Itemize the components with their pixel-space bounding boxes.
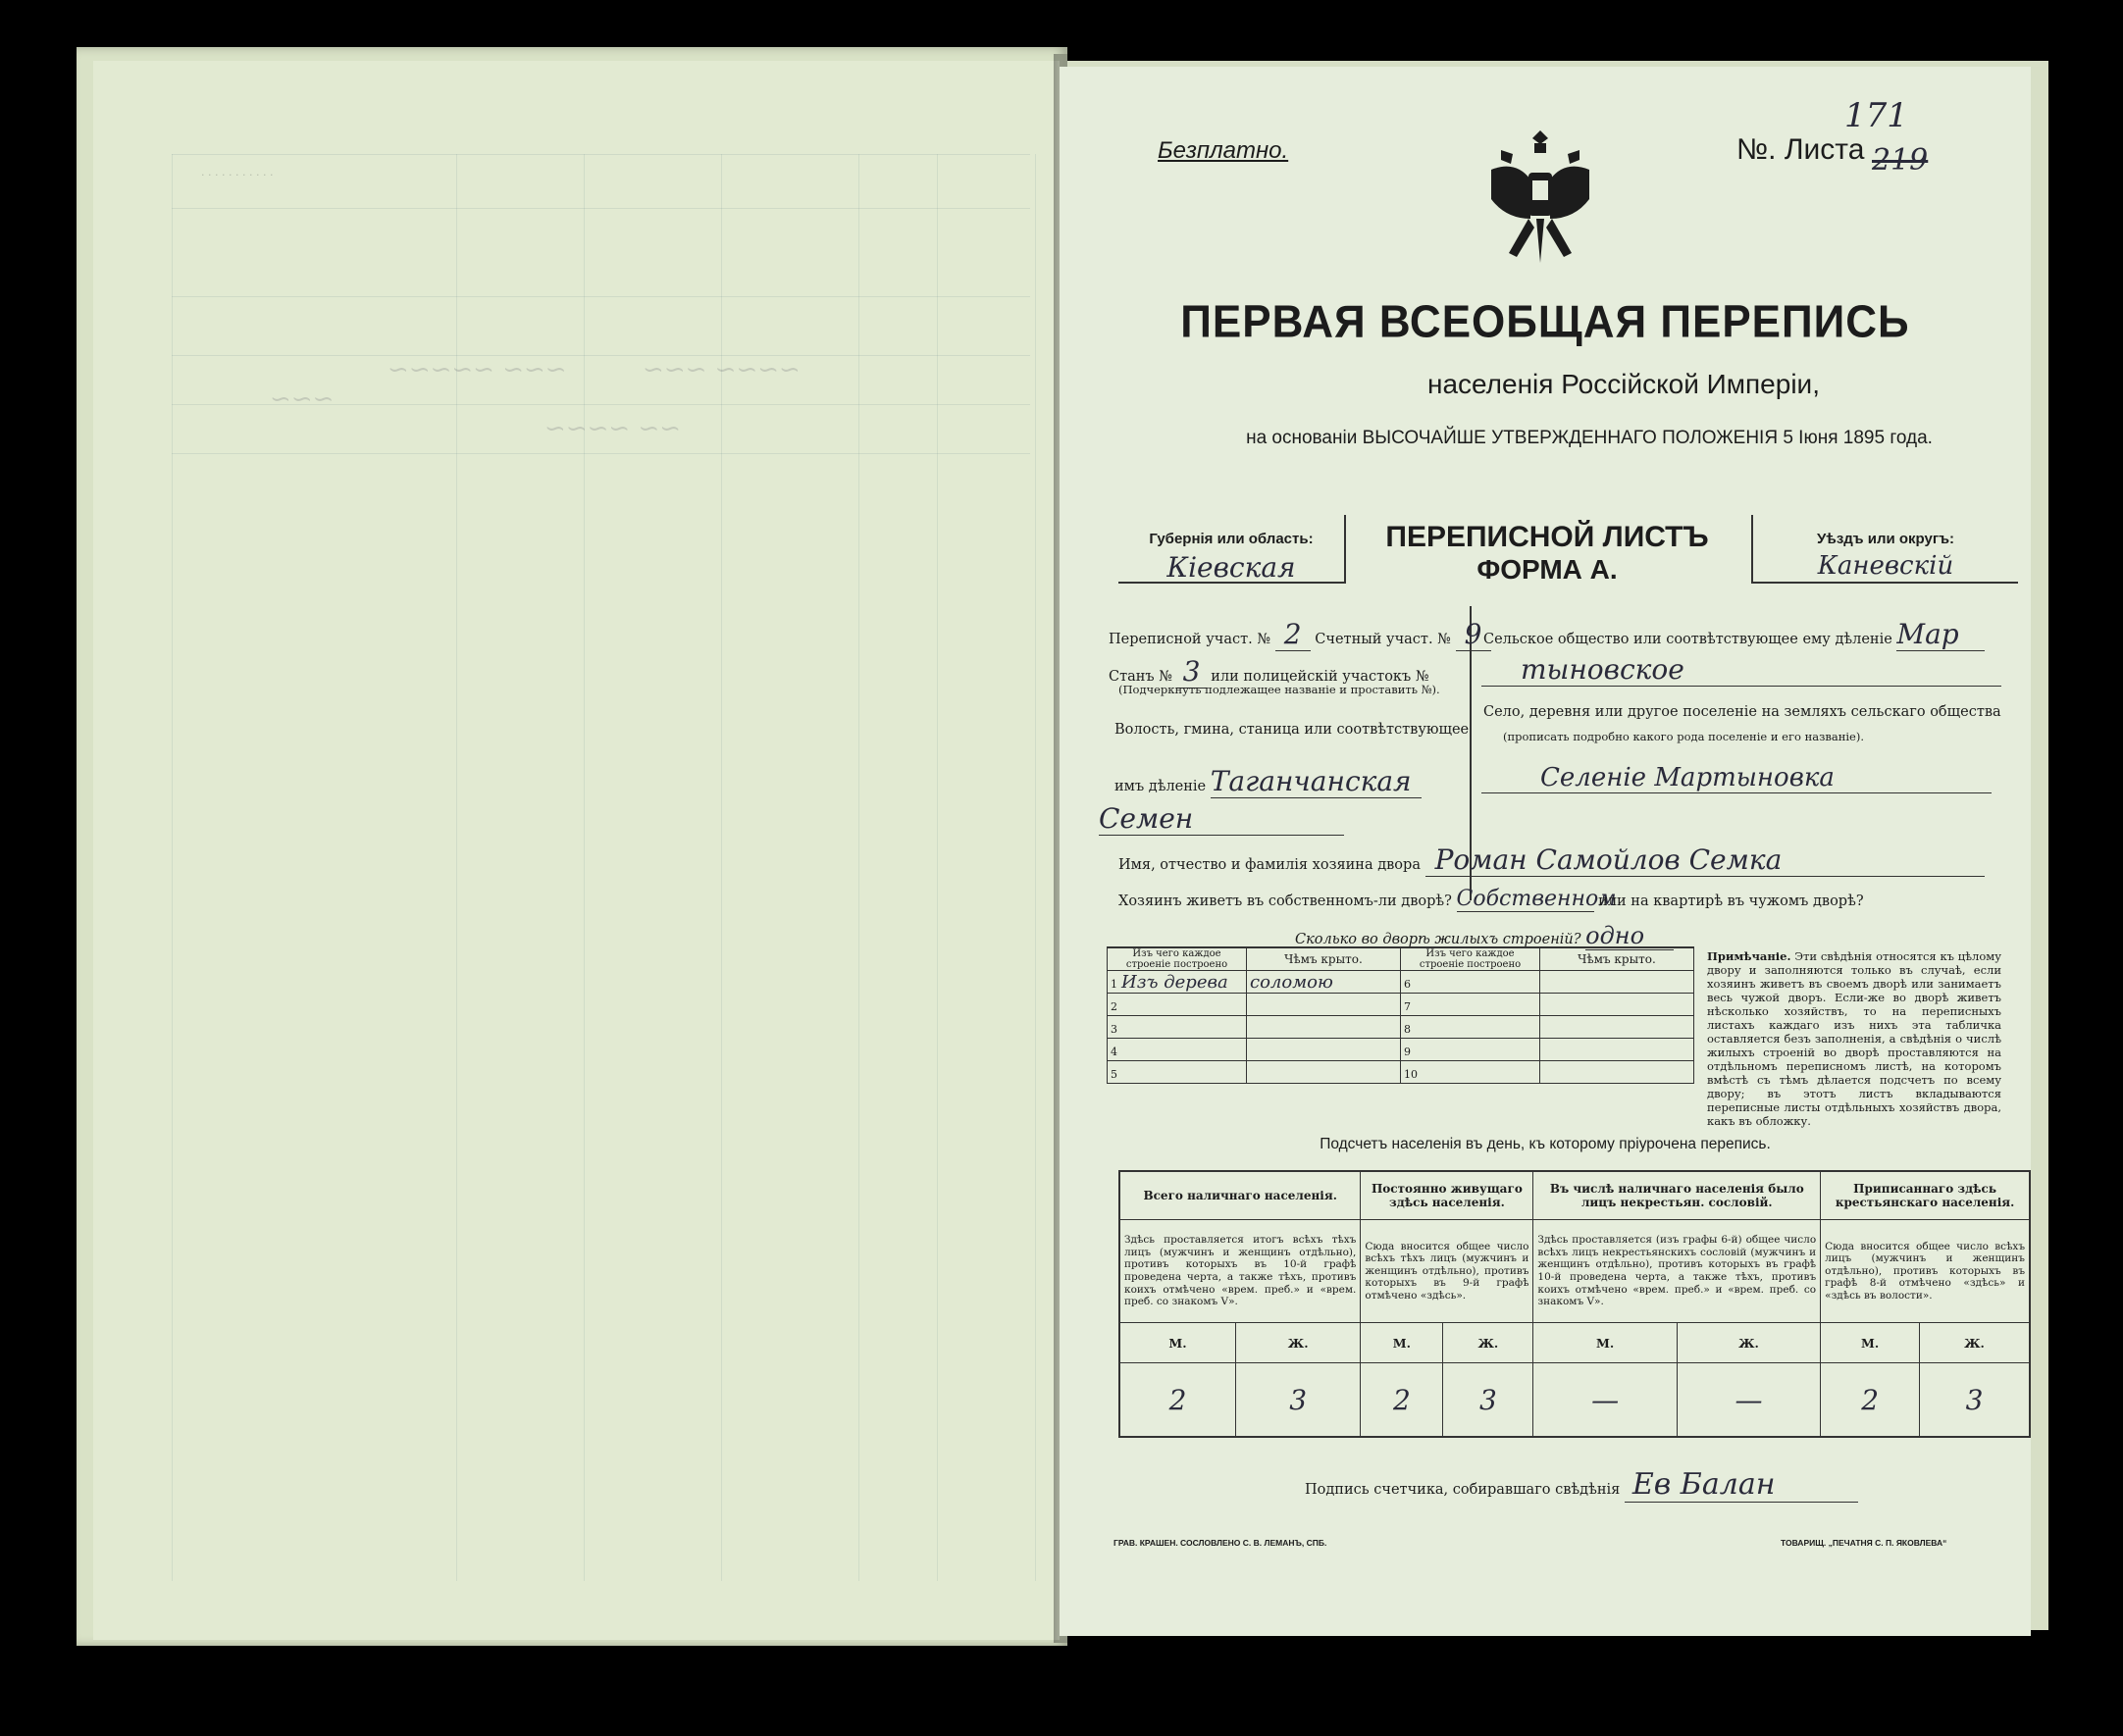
building-roof xyxy=(1540,1061,1694,1084)
village-value: Селеніе Мартыновка xyxy=(1481,763,1992,793)
header-boxes xyxy=(1118,515,2016,591)
building-roof xyxy=(1247,1016,1401,1039)
volost-value-1: Таганчанская xyxy=(1211,765,1422,798)
residence-line: Хозяинъ живетъ въ собственномъ-ли дворѣ? Собственном или на квартирѣ въ чужомъ дворѣ? xyxy=(1118,887,1864,911)
buildings-row xyxy=(1108,1039,1694,1061)
population-table xyxy=(1118,1170,2031,1438)
left-page: · · · · · · · · · · · ~~~ ~~~~~ ~~~~ ~~~ ~~ ~~~~ ~~~ xyxy=(93,61,1060,1640)
female-count: 3 xyxy=(1236,1363,1361,1438)
building-roof xyxy=(1247,1061,1401,1084)
row-number: 8 xyxy=(1404,1022,1411,1036)
population-heading: Подсчетъ населенія въ день, къ которому пріурочена перепись. xyxy=(1320,1136,1771,1152)
building-roof xyxy=(1540,971,1694,994)
volost-line: имъ дѣленіе Таганчанская xyxy=(1114,765,1422,798)
male-count: 2 xyxy=(1821,1363,1920,1438)
gubernia-value: Кіевская xyxy=(1166,551,1296,584)
gubernia-box: Губернія или область: Кіевская xyxy=(1118,515,1346,584)
main-title: ПЕРВАЯ ВСЕОБЩАЯ ПЕРЕПИСЬ xyxy=(1180,296,1910,348)
sheet-number-label: №. Листа xyxy=(1736,133,1865,166)
row-number: 3 xyxy=(1111,1022,1117,1036)
male-header: М. xyxy=(1361,1323,1443,1363)
society-line: Сельское общество или соотвѣтствующее ему дѣленіе Мар xyxy=(1483,618,1985,651)
uezd-value: Каневскій xyxy=(1817,551,1954,581)
census-area-line: Переписной участ. № 2 Счетный участ. № 9 xyxy=(1109,618,1491,651)
row-number: 6 xyxy=(1404,977,1411,991)
census-area-value: 2 xyxy=(1275,618,1311,651)
buildings-row xyxy=(1108,971,1694,994)
row-number: 1 xyxy=(1111,977,1117,991)
male-count: — xyxy=(1533,1363,1677,1438)
note-text: Эти свѣдѣнія относятся къ цѣлому двору и заполняются только въ случаѣ, если хозяинъ живетъ въ своемъ дворѣ или занимаетъ весь чужой дворъ. Если-же во дворѣ живетъ нѣсколько хозяйствъ, то на переписныхъ листахъ каждаго изъ нихъ эта табличка оставляется безъ заполненія, а свѣдѣнія о числѣ жилыхъ строеній во дворѣ проставляются на отдѣльномъ переписномъ листѣ, на которомъ вмѣстѣ съ тѣмъ дѣлается подсчетъ по всему двору; въ этотъ листъ вкладываются переписные листы отдѣльныхъ хозяйствъ двора, какъ въ обложку. xyxy=(1707,949,2001,1129)
subtitle: населенія Россійской Имперіи, xyxy=(1427,369,1820,399)
count-area-value: 9 xyxy=(1456,618,1491,651)
male-header: М. xyxy=(1533,1323,1677,1363)
male-header: М. xyxy=(1821,1323,1920,1363)
printer-left: ГРАВ. КРАШЕН. СОСЛОВЛЕНО С. В. ЛЕМАНЪ, СПБ. xyxy=(1113,1538,1327,1548)
owner-line: Имя, отчество и фамилія хозяина двора Роман Самойлов Семка xyxy=(1118,843,1985,877)
census-form-page xyxy=(1060,67,2031,1636)
buildings-row xyxy=(1108,1016,1694,1039)
sheet-number-value: 171 xyxy=(1844,96,1908,135)
building-roof xyxy=(1540,1016,1694,1039)
row-number: 9 xyxy=(1404,1045,1411,1058)
female-header: Ж. xyxy=(1443,1323,1533,1363)
free-label: Безплатно. xyxy=(1158,137,1289,164)
volost-label: Волость, гмина, станица или соотвѣтствующее xyxy=(1114,722,1470,738)
buildings-value: одно xyxy=(1585,922,1674,950)
signature-value: Ев Балан xyxy=(1625,1467,1858,1503)
volost-value-2: Семен xyxy=(1099,802,1344,836)
row-number: 10 xyxy=(1404,1067,1418,1081)
female-count: — xyxy=(1677,1363,1820,1438)
female-count: 3 xyxy=(1443,1363,1533,1438)
population-col-title: Постоянно живущаго здѣсь населенія. xyxy=(1361,1171,1533,1220)
society-value-2: тыновское xyxy=(1481,653,2001,687)
population-col-desc: Сюда вносится общее число всѣхъ лицъ (мужчинъ и женщинъ отдѣльно), противъ которыхъ въ графѣ 8-й отмѣчено «здѣсь» и «здѣсь въ волости». xyxy=(1821,1220,2030,1323)
row-number: 4 xyxy=(1111,1045,1117,1058)
printer-right: ТОВАРИЩ. „ПЕЧАТНЯ С. П. ЯКОВЛЕВА“ xyxy=(1781,1538,1947,1548)
row-number: 5 xyxy=(1111,1067,1117,1081)
stan-line: Станъ № 3 или полицейскій участокъ № xyxy=(1109,655,1429,688)
legal-basis: на основаніи ВЫСОЧАЙШЕ УТВЕРЖДЕННАГО ПОЛОЖЕНІЯ 5 Іюня 1895 года. xyxy=(1246,428,1933,448)
uezd-box: Уѣздъ или округъ: Каневскій xyxy=(1751,515,2018,584)
buildings-row xyxy=(1108,1061,1694,1084)
underline-note: (Подчеркнуть подлежащее названіе и проставить №). xyxy=(1118,683,1440,696)
building-roof xyxy=(1540,1039,1694,1061)
building-roof xyxy=(1540,994,1694,1016)
buildings-line: Сколько во дворѣ жилыхъ строеній? одно xyxy=(1295,922,1674,950)
population-col-title: Всего наличнаго населенія. xyxy=(1119,1171,1361,1220)
form-title: ПЕРЕПИСНОЙ ЛИСТЪ xyxy=(1385,521,1709,553)
village-note: (прописать подробно какого рода поселеніе и его названіе). xyxy=(1503,730,1864,743)
row-number: 7 xyxy=(1404,999,1411,1013)
female-header: Ж. xyxy=(1920,1323,2030,1363)
population-col-desc: Здѣсь проставляется итогъ всѣхъ тѣхъ лицъ (мужчинъ и женщинъ отдѣльно), противъ которыхъ въ 10-й графѣ проведена черта, а также тѣхъ, противъ коихъ отмѣчено «врем. преб.» и «врем. преб. со знакомъ V». xyxy=(1119,1220,1361,1323)
building-roof: соломою xyxy=(1247,971,1401,994)
male-count: 2 xyxy=(1119,1363,1236,1438)
population-col-title: Въ числѣ наличнаго населенія было лицъ некрестьян. сословій. xyxy=(1533,1171,1821,1220)
form-title-box xyxy=(1346,515,1748,585)
population-col-title: Приписаннаго здѣсь крестьянскаго населенія. xyxy=(1821,1171,2030,1220)
society-value-1: Мар xyxy=(1896,618,1985,651)
imperial-eagle-emblem xyxy=(1472,126,1609,273)
signature-line: Подпись счетчика, собиравшаго свѣдѣнія Ев Балан xyxy=(1305,1467,1858,1503)
form-sub: ФОРМА А. xyxy=(1476,554,1618,585)
buildings-table: Изъ чего каждое строеніе построено Чѣмъ крыто. Изъ чего каждое строеніе построено Чѣмъ крыто. 1 Изъ дерева соломою 6 2 7 3 8 4 9 5 10 xyxy=(1107,946,1694,1084)
stan-value: 3 xyxy=(1177,655,1207,689)
female-header: Ж. xyxy=(1677,1323,1820,1363)
building-roof xyxy=(1247,994,1401,1016)
note-block xyxy=(1707,949,2001,1128)
male-count: 2 xyxy=(1361,1363,1443,1438)
owner-value: Роман Самойлов Семка xyxy=(1425,843,1985,877)
residence-value: Собственном xyxy=(1456,887,1617,911)
population-col-desc: Сюда вносится общее число всѣхъ тѣхъ лицъ (мужчинъ и женщинъ отдѣльно), противъ которыхъ въ 9-й графѣ отмѣчено «здѣсь». xyxy=(1361,1220,1533,1323)
building-material: Изъ дерева xyxy=(1121,971,1228,993)
building-roof xyxy=(1247,1039,1401,1061)
note-title: Примѣчаніе. xyxy=(1707,949,1791,963)
male-header: М. xyxy=(1119,1323,1236,1363)
sheet-number-crossed: 219 xyxy=(1872,143,1929,178)
population-col-desc: Здѣсь проставляется (изъ графы 6-й) общее число всѣхъ лицъ некрестьянскихъ сословій (мужчинъ и женщинъ отдѣльно), противъ которыхъ въ графѣ 10-й проведена черта, а также тѣхъ, противъ коихъ отмѣчено «врем. преб.» и «врем. преб. со знакомъ V». xyxy=(1533,1220,1821,1323)
village-label: Село, деревня или другое поселеніе на земляхъ сельскаго общества xyxy=(1483,704,2001,720)
row-number: 2 xyxy=(1111,999,1117,1013)
female-header: Ж. xyxy=(1236,1323,1361,1363)
female-count: 3 xyxy=(1920,1363,2030,1438)
buildings-row xyxy=(1108,994,1694,1016)
